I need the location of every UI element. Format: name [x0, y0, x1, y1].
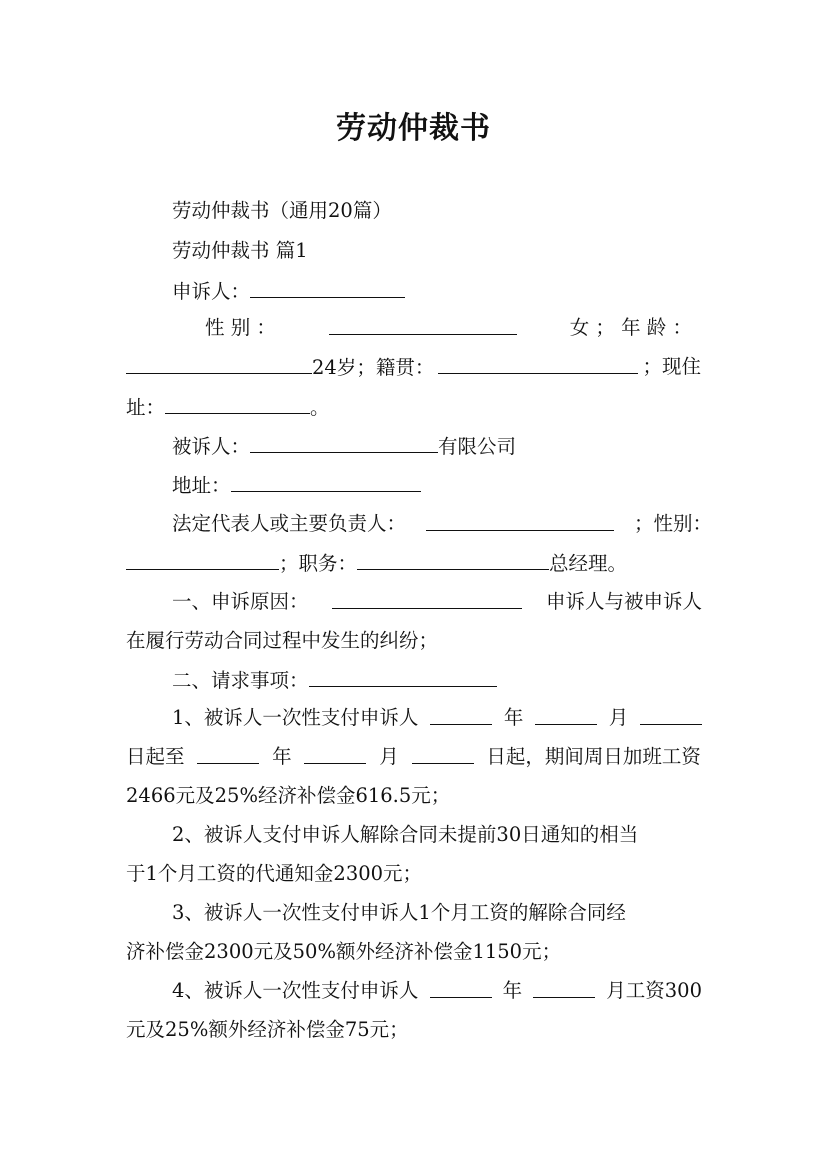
age-origin-line: 24岁；籍贯： ；现住 [126, 355, 701, 380]
end-month-blank [304, 745, 366, 764]
end-year-blank [197, 745, 259, 764]
r4-month-blank [533, 979, 595, 998]
complainant-line: 申诉人： [172, 279, 405, 304]
request-1-line: 1、被诉人一次性支付申诉人 年 月 [172, 706, 702, 730]
reason-line-cont: 在履行劳动合同过程中发生的纠纷； [126, 629, 439, 652]
position-blank [357, 551, 549, 570]
reason-line: 一、申诉原因： 申诉人与被申诉人 [172, 590, 702, 613]
r4-year-blank [430, 979, 492, 998]
legal-rep-line: 法定代表人或主要负责人： ；性别： [172, 512, 712, 535]
year-blank [430, 706, 492, 725]
requests-blank [309, 668, 497, 687]
request-4-line-2: 元及25%额外经济补偿金75元； [126, 1018, 409, 1041]
respondent-blank [250, 434, 438, 453]
rep-gender-blank [126, 551, 279, 570]
request-1-line-3: 2466元及25%经济补偿金616.5元； [126, 784, 451, 807]
request-3-line: 3、被诉人一次性支付申诉人1个月工资的解除合同经 [172, 901, 626, 924]
gender-age-line: 性 别 ： 女 ； 年 龄 ： [205, 316, 692, 339]
respondent-address-line: 地址： [172, 473, 421, 498]
month-blank [535, 706, 597, 725]
document-title: 劳动仲裁书 [336, 111, 491, 146]
address-blank [165, 395, 310, 414]
request-1-line-2: 日起至 年 月 日起，期间周日加班工资 [126, 745, 701, 768]
end-day-blank [412, 745, 474, 764]
complainant-blank [250, 279, 405, 298]
day-blank [640, 706, 702, 725]
address-line: 址： 。 [126, 396, 330, 419]
legal-rep-blank [426, 512, 614, 531]
respondent-line: 被诉人： 有限公司 [172, 435, 517, 458]
respondent-address-blank [231, 473, 421, 492]
requests-heading: 二、请求事项： [172, 668, 497, 693]
request-2-line-2: 于1个月工资的代通知金2300元； [126, 862, 423, 885]
position-line: ；职务： 总经理。 [126, 551, 627, 576]
origin-blank [438, 355, 638, 374]
reason-blank [332, 590, 522, 609]
age-blank [126, 355, 312, 374]
gender-blank [329, 316, 517, 335]
request-3-line-2: 济补偿金2300元及50%额外经济补偿金1150元； [126, 940, 562, 963]
subtitle-line: 劳动仲裁书（通用20篇） [172, 199, 392, 222]
article-heading: 劳动仲裁书 篇1 [172, 239, 308, 262]
request-4-line: 4、被诉人一次性支付申诉人 年 月工资300 [172, 979, 702, 1002]
request-2-line: 2、被诉人支付申诉人解除合同未提前30日通知的相当 [172, 823, 639, 846]
